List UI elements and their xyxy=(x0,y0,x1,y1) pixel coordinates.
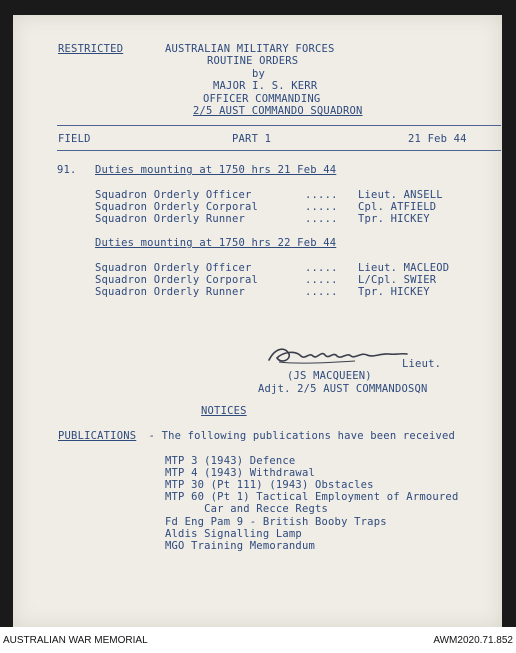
publication-item: MTP 4 (1943) Withdrawal xyxy=(165,467,315,479)
duty-role: Squadron Orderly Runner xyxy=(95,286,245,298)
signature-rank: Lieut. xyxy=(402,358,442,370)
header-line-5: OFFICER COMMANDING xyxy=(203,93,321,105)
duty-role: Squadron Orderly Runner xyxy=(95,213,245,225)
duty-person: L/Cpl. SWIER xyxy=(358,274,437,286)
publication-item: Aldis Signalling Lamp xyxy=(165,528,302,540)
publication-item: MTP 3 (1943) Defence xyxy=(165,455,296,467)
header-line-6: 2/5 AUST COMMANDO SQUADRON xyxy=(193,105,363,117)
duty-role: Squadron Orderly Corporal xyxy=(95,201,259,213)
signature-name: (JS MACQUEEN) xyxy=(287,370,372,382)
handwritten-signature xyxy=(265,342,415,368)
publications-text: - The following publications have been received xyxy=(142,430,456,442)
footer-institution: AUSTRALIAN WAR MEMORIAL xyxy=(3,635,148,646)
header-line-1: AUSTRALIAN MILITARY FORCES xyxy=(165,43,335,55)
item-number: 91. xyxy=(57,164,77,176)
header-line-4: MAJOR I. S. KERR xyxy=(213,80,318,92)
signature-appointment: Adjt. 2/5 AUST COMMANDOSQN xyxy=(258,383,428,395)
notices-title: NOTICES xyxy=(201,405,247,417)
footer-accession: AWM2020.71.852 xyxy=(433,635,513,646)
duty-role: Squadron Orderly Corporal xyxy=(95,274,259,286)
field-label: FIELD xyxy=(58,133,91,145)
publication-item: MTP 30 (Pt 111) (1943) Obstacles xyxy=(165,479,374,491)
header-line-2: ROUTINE ORDERS xyxy=(207,55,299,67)
duties-heading-2: Duties mounting at 1750 hrs 22 Feb 44 xyxy=(95,237,337,249)
bottom-rule xyxy=(57,150,501,151)
publications-label: PUBLICATIONS xyxy=(58,430,137,442)
duty-dots: ..... xyxy=(305,201,338,213)
duty-person: Tpr. HICKEY xyxy=(358,286,430,298)
top-rule xyxy=(57,125,501,126)
duty-dots: ..... xyxy=(305,262,338,274)
duty-person: Lieut. ANSELL xyxy=(358,189,443,201)
duty-dots: ..... xyxy=(305,286,338,298)
duty-dots: ..... xyxy=(305,274,338,286)
duty-person: Tpr. HICKEY xyxy=(358,213,430,225)
publication-item: Car and Recce Regts xyxy=(165,503,329,515)
publication-item: Fd Eng Pam 9 - British Booby Traps xyxy=(165,516,387,528)
duty-person: Cpl. ATFIELD xyxy=(358,201,437,213)
duty-role: Squadron Orderly Officer xyxy=(95,189,252,201)
archive-footer xyxy=(0,627,516,653)
header-line-3: by xyxy=(252,68,266,80)
publication-item: MTP 60 (Pt 1) Tactical Employment of Armoured xyxy=(165,491,459,503)
publication-item: MGO Training Memorandum xyxy=(165,540,315,552)
duty-dots: ..... xyxy=(305,213,338,225)
restricted-label: RESTRICTED xyxy=(58,43,124,55)
duties-heading-1: Duties mounting at 1750 hrs 21 Feb 44 xyxy=(95,164,337,176)
duty-dots: ..... xyxy=(305,189,338,201)
duty-role: Squadron Orderly Officer xyxy=(95,262,252,274)
date-label: 21 Feb 44 xyxy=(408,133,467,145)
duty-person: Lieut. MACLEOD xyxy=(358,262,450,274)
part-label: PART 1 xyxy=(232,133,272,145)
